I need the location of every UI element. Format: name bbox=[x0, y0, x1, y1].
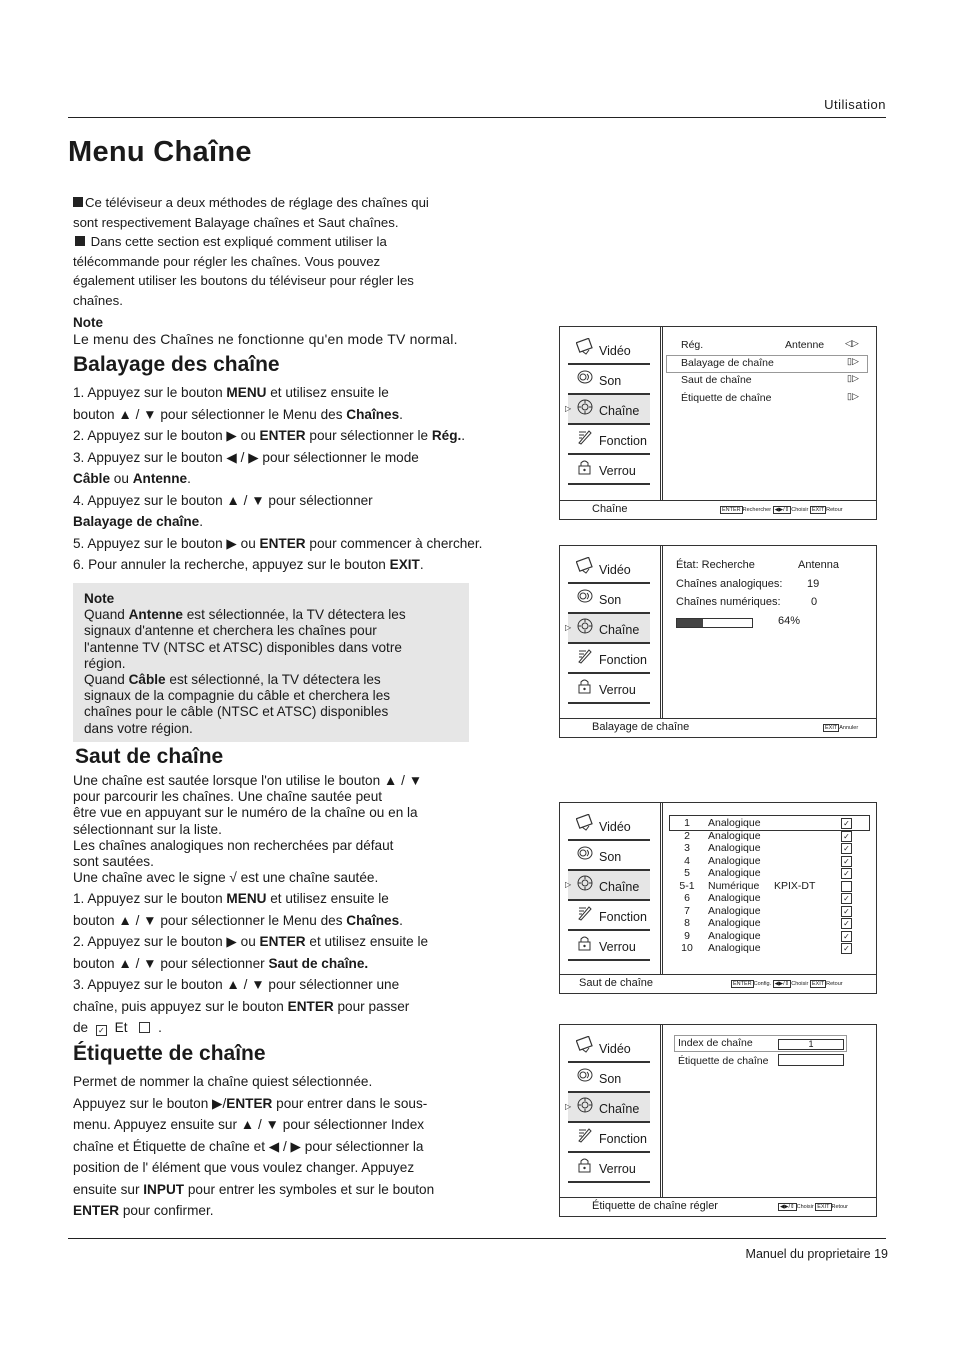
sidebar-menu bbox=[560, 1025, 663, 1197]
divider bbox=[660, 1025, 661, 1197]
intro-line: chaînes. bbox=[73, 292, 123, 308]
desc-line: être vue en appuyant sur le numéro de la chaîne ou en la bbox=[73, 805, 418, 821]
selection-caret-icon: ▷ bbox=[565, 404, 572, 413]
reg-value[interactable]: Antenne bbox=[785, 339, 825, 351]
step-line: chaîne, puis appuyez sur le bouton ENTER pour passer bbox=[73, 998, 410, 1014]
desc-line: chaîne et Étiquette de chaîne et ◀ / ▶ pour sélectionner la bbox=[73, 1138, 424, 1154]
scan-state-value: Antenna bbox=[798, 559, 839, 571]
key-hints: EXIT Annuler bbox=[825, 725, 859, 731]
sidebar-item-label: Fonction bbox=[599, 1132, 647, 1146]
channel-type: Numérique bbox=[708, 879, 760, 892]
enter-arrow-icon: ▯▷ bbox=[847, 391, 859, 401]
desc-line: Les chaînes analogiques non recherchées par défaut bbox=[73, 837, 394, 853]
lock-icon bbox=[576, 1156, 594, 1173]
note-line: chaînes pour le câble (NTSC et ATSC) disponibles bbox=[84, 704, 389, 720]
divider bbox=[660, 327, 661, 500]
channel-index-field[interactable]: 1 bbox=[778, 1039, 844, 1050]
sidebar-item-video[interactable] bbox=[568, 811, 650, 841]
sidebar-item-sound[interactable] bbox=[568, 1063, 650, 1093]
sidebar-item-lock[interactable] bbox=[568, 931, 650, 961]
channel-label-panel bbox=[559, 1024, 877, 1217]
left-right-arrows-icon: ◁▷ bbox=[845, 338, 859, 348]
lock-icon bbox=[576, 677, 594, 694]
sidebar-item-label: Verrou bbox=[599, 940, 636, 954]
intro-line: télécommande pour régler les chaînes. Vous pouvez bbox=[73, 253, 381, 269]
sidebar-item-video[interactable] bbox=[568, 1033, 650, 1063]
note-line: Quand Câble est sélectionné, la TV détectera les bbox=[84, 672, 381, 688]
analog-count-label: Chaînes analogiques: bbox=[676, 578, 783, 590]
channel-icon bbox=[576, 874, 594, 891]
sidebar-item-label: Chaîne bbox=[599, 880, 640, 894]
sidebar-item-label: Vidéo bbox=[599, 1042, 631, 1056]
channel-type: Analogique bbox=[708, 929, 761, 942]
desc-line: Appuyez sur le bouton ▶/ENTER pour entrer dans le sous- bbox=[73, 1095, 428, 1111]
skip-checkbox[interactable]: ✓ bbox=[841, 893, 852, 904]
digital-count-label: Chaînes numériques: bbox=[676, 596, 781, 608]
menu-item-etiquette[interactable]: Étiquette de chaîne bbox=[681, 392, 772, 404]
sidebar-item-label: Verrou bbox=[599, 464, 636, 478]
desc-line: Permet de nommer la chaîne quiest sélectionnée. bbox=[73, 1074, 373, 1089]
step-line: bouton ▲ / ▼ pour sélectionner le Menu des Chaînes. bbox=[73, 406, 403, 422]
step-line: 2. Appuyez sur le bouton ▶ ou ENTER et utilisez ensuite le bbox=[73, 934, 429, 949]
balayage-title: Balayage des chaîne bbox=[73, 353, 280, 376]
scan-progress-bar bbox=[676, 618, 753, 628]
skip-checkbox[interactable]: ✓ bbox=[841, 843, 852, 854]
step-line: bouton ▲ / ▼ pour sélectionner Saut de chaîne. bbox=[73, 955, 369, 971]
channel-label-field[interactable] bbox=[778, 1054, 844, 1066]
enter-arrow-icon: ▯▷ bbox=[847, 373, 859, 383]
bullet-square-icon bbox=[75, 236, 85, 246]
desc-line: sont sautées. bbox=[73, 854, 154, 870]
footer-title: Balayage de chaîne bbox=[592, 721, 690, 733]
channel-index-label: Index de chaîne bbox=[678, 1037, 753, 1049]
note-line: signaux d'antenne et cherchera les chaînes pour bbox=[84, 623, 377, 639]
step-line: 6. Pour annuler la recherche, appuyez sur le bouton EXIT. bbox=[73, 557, 424, 572]
intro-line: Dans cette section est expliqué comment utiliser la bbox=[73, 232, 429, 252]
footer-title: Étiquette de chaîne régler bbox=[592, 1200, 718, 1212]
lock-icon bbox=[576, 934, 594, 951]
menu-item-balayage[interactable]: Balayage de chaîne bbox=[681, 357, 774, 369]
sidebar-item-video[interactable] bbox=[568, 554, 650, 584]
bullet-square-icon bbox=[73, 197, 83, 207]
divider bbox=[660, 546, 661, 718]
note-line: l'antenne TV (NTSC et ATSC) disponibles dans votre bbox=[84, 639, 402, 655]
sidebar-item-label: Chaîne bbox=[599, 1102, 640, 1116]
skip-checkbox[interactable]: ✓ bbox=[841, 943, 852, 954]
channel-number: 2 bbox=[684, 829, 690, 842]
sound-icon bbox=[576, 368, 594, 385]
etiquette-title: Étiquette de chaîne bbox=[73, 1042, 266, 1065]
sidebar-item-channel[interactable] bbox=[565, 614, 650, 644]
intro-note-label: Note bbox=[73, 315, 103, 330]
channel-number: 7 bbox=[684, 904, 690, 917]
divider bbox=[660, 803, 661, 975]
skip-checkbox[interactable]: ✓ bbox=[841, 831, 852, 842]
channel-number: 8 bbox=[684, 917, 690, 929]
sidebar-item-label: Son bbox=[599, 374, 622, 388]
channel-number: 9 bbox=[684, 929, 690, 942]
channel-icon bbox=[576, 617, 594, 634]
sidebar-item-lock[interactable] bbox=[568, 674, 650, 704]
menu-footer bbox=[560, 718, 876, 737]
sidebar-item-channel[interactable] bbox=[565, 871, 650, 901]
sidebar-menu bbox=[560, 803, 663, 975]
sidebar-menu bbox=[560, 546, 663, 718]
channel-type: Analogique bbox=[708, 904, 761, 917]
step-line: 4. Appuyez sur le bouton ▲ / ▼ pour sélectionner bbox=[73, 492, 373, 508]
sidebar-item-sound[interactable] bbox=[568, 584, 650, 614]
sidebar-menu bbox=[560, 327, 663, 500]
sidebar-item-lock[interactable] bbox=[568, 455, 650, 485]
step-line: 5. Appuyez sur le bouton ▶ ou ENTER pour commencer à chercher. bbox=[73, 535, 483, 551]
desc-line: pour parcourir les chaînes. Une chaîne sautée peut bbox=[73, 789, 383, 805]
step-line: Balayage de chaîne. bbox=[73, 514, 203, 529]
skip-checkbox[interactable]: ✓ bbox=[841, 931, 852, 942]
sidebar-item-label: Fonction bbox=[599, 910, 647, 924]
step-line: 3. Appuyez sur le bouton ◀ / ▶ pour sélectionner le mode bbox=[73, 449, 419, 465]
function-icon bbox=[576, 647, 594, 664]
step-line: Câble ou Antenne. bbox=[73, 471, 191, 486]
channel-number: 3 bbox=[684, 842, 690, 854]
scan-state-label: État: Recherche bbox=[676, 559, 755, 571]
video-icon bbox=[576, 338, 594, 355]
balayage-note-box bbox=[73, 583, 469, 742]
channel-name: KPIX-DT bbox=[774, 879, 816, 892]
key-hints: ENTER Rechercher ◀▶/⇕ Choisir EXIT Retour bbox=[722, 507, 843, 513]
skip-checkbox[interactable]: ✓ bbox=[841, 918, 852, 929]
key-hints: ENTER Config. ◀▶/⇕ Choisir EXIT Retour bbox=[733, 981, 843, 987]
empty-box-icon bbox=[139, 1022, 150, 1033]
video-icon bbox=[576, 557, 594, 574]
step-line: bouton ▲ / ▼ pour sélectionner le Menu des Chaînes. bbox=[73, 912, 403, 928]
sidebar-item-sound[interactable] bbox=[568, 841, 650, 871]
skip-checkbox[interactable]: ✓ bbox=[841, 818, 852, 829]
video-icon bbox=[576, 814, 594, 831]
channel-number: 1 bbox=[684, 817, 690, 829]
channel-number: 5-1 bbox=[679, 879, 695, 892]
skip-checkbox[interactable] bbox=[841, 881, 852, 892]
sidebar-item-function[interactable] bbox=[568, 644, 650, 674]
channel-number: 4 bbox=[684, 854, 690, 867]
channel-type: Analogique bbox=[708, 842, 761, 854]
sound-icon bbox=[576, 844, 594, 861]
selected-row-highlight bbox=[669, 815, 870, 831]
function-icon bbox=[576, 904, 594, 921]
desc-line: ENTER pour confirmer. bbox=[73, 1203, 214, 1218]
menu-footer bbox=[560, 974, 876, 993]
enter-arrow-icon: ▯▷ bbox=[847, 356, 859, 366]
sound-icon bbox=[576, 587, 594, 604]
sidebar-item-lock[interactable] bbox=[568, 1153, 650, 1183]
intro-note-text: Le menu des Chaînes ne fonctionne qu'en mode TV normal. bbox=[73, 331, 458, 347]
channel-type: Analogique bbox=[708, 917, 761, 929]
sidebar-item-label: Chaîne bbox=[599, 623, 640, 637]
channel-icon bbox=[576, 398, 594, 415]
channel-icon bbox=[576, 1096, 594, 1113]
channel-number: 5 bbox=[684, 867, 690, 879]
sidebar-item-label: Son bbox=[599, 593, 622, 607]
channel-number: 6 bbox=[684, 892, 690, 904]
sidebar-item-function[interactable] bbox=[568, 901, 650, 931]
desc-line: position de l' élément que vous voulez changer. Appuyez bbox=[73, 1160, 415, 1175]
channel-label-label: Étiquette de chaîne bbox=[678, 1055, 769, 1067]
channel-type: Analogique bbox=[708, 854, 761, 867]
balayage-note-text bbox=[84, 591, 406, 737]
footer-rule bbox=[68, 1238, 886, 1239]
note-line: dans votre région. bbox=[84, 720, 193, 736]
function-icon bbox=[576, 428, 594, 445]
desc-line: Une chaîne avec le signe √ est une chaîne sautée. bbox=[73, 870, 379, 886]
intro-line: Ce téléviseur a deux méthodes de réglage des chaînes qui bbox=[73, 193, 429, 213]
step-line: 2. Appuyez sur le bouton ▶ ou ENTER pour sélectionner le Rég.. bbox=[73, 428, 466, 443]
saut-title: Saut de chaîne bbox=[75, 745, 224, 768]
channel-type: Analogique bbox=[708, 942, 761, 954]
sound-icon bbox=[576, 1066, 594, 1083]
sidebar-item-label: Vidéo bbox=[599, 563, 631, 577]
footer-title: Saut de chaîne bbox=[579, 977, 654, 989]
skip-checkbox[interactable]: ✓ bbox=[841, 856, 852, 867]
digital-count-value: 0 bbox=[811, 596, 818, 608]
section-label: Utilisation bbox=[824, 97, 886, 112]
desc-line: Une chaîne est sautée lorsque l'on utilise le bouton ▲ / ▼ bbox=[73, 773, 423, 788]
channel-type: Analogique bbox=[708, 829, 761, 842]
etiquette-desc bbox=[73, 1071, 434, 1222]
function-icon bbox=[576, 1126, 594, 1143]
note-line: Quand Antenne est sélectionnée, la TV détectera les bbox=[84, 607, 406, 623]
sidebar-item-label: Vidéo bbox=[599, 344, 631, 358]
step-line: de ✓ Et . bbox=[73, 1020, 162, 1035]
channel-type: Analogique bbox=[708, 817, 761, 829]
step-line: 1. Appuyez sur le bouton MENU et utilisez ensuite le bbox=[73, 385, 389, 400]
step-line: 3. Appuyez sur le bouton ▲ / ▼ pour sélectionner une bbox=[73, 977, 400, 992]
video-icon bbox=[576, 1036, 594, 1053]
intro-text bbox=[73, 193, 429, 310]
sidebar-item-function[interactable] bbox=[568, 425, 650, 455]
saut-steps bbox=[73, 888, 428, 1039]
menu-footer bbox=[560, 1197, 876, 1216]
selection-caret-icon: ▷ bbox=[565, 1102, 572, 1111]
sidebar-item-label: Verrou bbox=[599, 683, 636, 697]
saut-desc bbox=[73, 773, 422, 886]
sidebar-item-channel[interactable] bbox=[565, 1093, 650, 1123]
sidebar-item-label: Son bbox=[599, 1072, 622, 1086]
step-line: 1. Appuyez sur le bouton MENU et utilisez ensuite le bbox=[73, 891, 389, 906]
note-label: Note bbox=[84, 591, 115, 606]
sidebar-item-label: Fonction bbox=[599, 653, 647, 667]
selection-caret-icon: ▷ bbox=[565, 623, 572, 632]
channel-number: 10 bbox=[681, 942, 693, 954]
skip-checkbox[interactable]: ✓ bbox=[841, 868, 852, 879]
menu-footer bbox=[560, 500, 876, 519]
skip-checkbox[interactable]: ✓ bbox=[841, 906, 852, 917]
channel-type: Analogique bbox=[708, 892, 761, 904]
note-line: région. bbox=[84, 655, 126, 671]
sidebar-item-sound[interactable] bbox=[568, 365, 650, 395]
sidebar-item-label: Verrou bbox=[599, 1162, 636, 1176]
intro-line: sont respectivement Balayage chaînes et Saut chaînes. bbox=[73, 214, 399, 230]
desc-line: sélectionnant sur la liste. bbox=[73, 821, 222, 837]
note-line: signaux de la compagnie du câble et cherchera les bbox=[84, 688, 391, 704]
checked-box-icon: ✓ bbox=[96, 1025, 107, 1036]
sidebar-item-label: Chaîne bbox=[599, 404, 640, 418]
sidebar-item-label: Fonction bbox=[599, 434, 647, 448]
footer-title: Chaîne bbox=[592, 503, 628, 515]
page-footer: Manuel du proprietaire 19 bbox=[745, 1247, 888, 1261]
desc-line: menu. Appuyez ensuite sur ▲ / ▼ pour sélectionner Index bbox=[73, 1117, 425, 1132]
channel-type: Analogique bbox=[708, 867, 761, 879]
balayage-steps bbox=[73, 382, 482, 576]
sidebar-item-video[interactable] bbox=[568, 335, 650, 365]
channel-skip-panel bbox=[559, 802, 877, 994]
sidebar-item-label: Vidéo bbox=[599, 820, 631, 834]
sidebar-item-function[interactable] bbox=[568, 1123, 650, 1153]
reg-label: Rég. bbox=[681, 339, 704, 351]
scan-progress-fill bbox=[677, 619, 703, 627]
scan-progress-panel bbox=[559, 545, 877, 738]
header-rule bbox=[68, 117, 886, 118]
sidebar-item-channel[interactable] bbox=[565, 395, 650, 425]
progress-percent: 64% bbox=[778, 615, 801, 627]
selection-caret-icon: ▷ bbox=[565, 880, 572, 889]
desc-line: ensuite sur INPUT pour entrer les symboles et sur le bouton bbox=[73, 1181, 435, 1197]
analog-count-value: 19 bbox=[807, 578, 820, 590]
page-title: Menu Chaîne bbox=[68, 136, 252, 168]
sidebar-item-label: Son bbox=[599, 850, 622, 864]
lock-icon bbox=[576, 458, 594, 475]
menu-item-saut[interactable]: Saut de chaîne bbox=[681, 374, 752, 386]
channel-menu-panel bbox=[559, 326, 877, 520]
key-hints: ◀▶/⇕ Choisir EXIT Retour bbox=[780, 1204, 849, 1210]
intro-line: également utiliser les boutons du téléviseur pour régler les bbox=[73, 273, 414, 288]
